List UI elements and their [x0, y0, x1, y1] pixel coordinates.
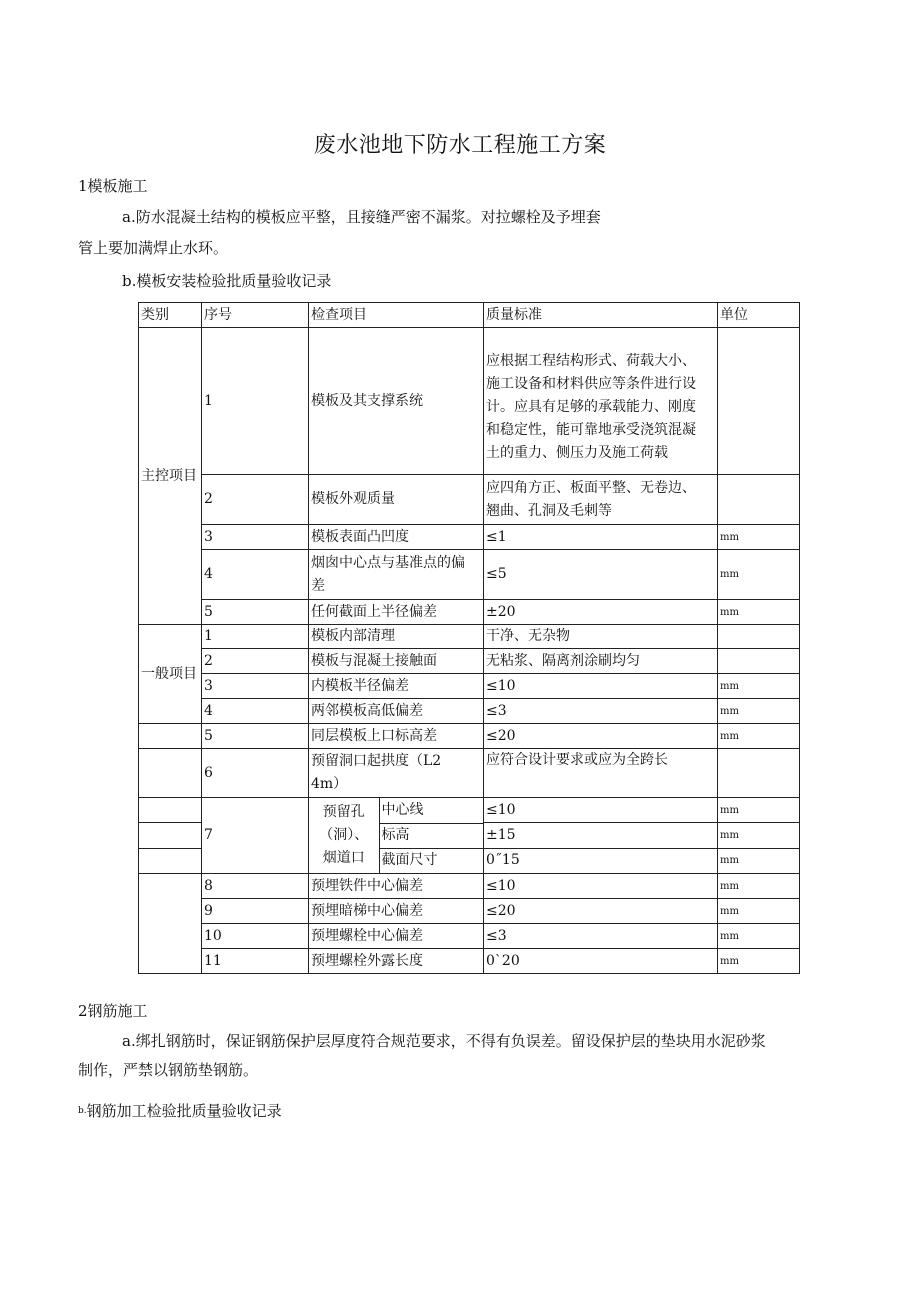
row-standard: ±20 [484, 600, 718, 625]
standard-line: 和稳定性，能可靠地承受浇筑混凝 [486, 421, 696, 438]
row-no: 3 [202, 674, 309, 699]
row-category-empty [139, 874, 202, 974]
row-standard: 干净、无杂物 [484, 625, 718, 649]
row-no: 9 [202, 899, 309, 924]
sub-item: 截面尺寸 [381, 852, 438, 869]
row-no: 1 [202, 328, 309, 475]
row-item: 预埋暗梯中心偏差 [309, 899, 484, 924]
row-standard: ≤20 [484, 724, 718, 749]
standard-line: 应根据工程结构形式、荷载大小、 [486, 352, 696, 369]
table-row [139, 649, 800, 674]
header-unit: 单位 [718, 303, 800, 328]
row-standard: ≤1 [484, 525, 718, 550]
table-row [139, 924, 800, 949]
section-2-para-b [78, 1100, 282, 1122]
header-category: 类别 [139, 303, 202, 328]
row-category-empty [139, 848, 202, 873]
section-1-heading: 1模板施工 [78, 177, 148, 195]
table-row [139, 328, 800, 475]
group-main-control: 主控项目 [139, 328, 202, 625]
table-row [139, 798, 800, 823]
row-unit: mm [718, 949, 800, 974]
table-header-row [139, 303, 800, 328]
page-title: 废水池地下防水工程施工方案 [313, 133, 607, 158]
section-1-para-a-line2: 管上要加满焊止水环。 [78, 239, 229, 257]
row-item [309, 749, 484, 798]
row-no: 4 [202, 699, 309, 724]
table-row [139, 625, 800, 649]
section-1-para-b: b.模板安装检验批质量验收记录 [122, 272, 332, 290]
table-row [139, 525, 800, 550]
row-unit: mm [718, 924, 800, 949]
row-no: 1 [202, 625, 309, 649]
row-item: 模板内部清理 [309, 625, 484, 649]
standard-line: 施工设备和材料供应等条件进行设 [486, 375, 696, 392]
header-standard: 质量标准 [484, 303, 718, 328]
row-no: 2 [202, 649, 309, 674]
row-unit: mm [718, 798, 800, 823]
row-item: 预埋螺栓中心偏差 [309, 924, 484, 949]
row-standard: 0ˋ20 [484, 949, 718, 974]
formwork-inspection-table [138, 302, 800, 974]
row-standard: 应符合设计要求或应为全跨长 [484, 749, 718, 798]
standard-line: 翘曲、孔洞及毛刺等 [486, 502, 612, 519]
row-unit: mm [718, 848, 800, 873]
row-category-empty [139, 823, 202, 848]
row-category-empty [139, 749, 202, 798]
table-row [139, 899, 800, 924]
row-no: 5 [202, 724, 309, 749]
group-line: （洞）、 [319, 827, 369, 843]
standard-line: 计。应具有足够的承载能力、刚度 [486, 398, 696, 415]
header-item: 检查项目 [309, 303, 484, 328]
row-standard: ≤3 [484, 699, 718, 724]
row-unit [718, 749, 800, 798]
table-row [139, 874, 800, 899]
para-b-text: 钢筋加工检验批质量验收记录 [86, 1102, 282, 1120]
section-2-heading: 2钢筋施工 [78, 1002, 148, 1020]
row-no: 11 [202, 949, 309, 974]
row-item: 预埋螺栓外露长度 [309, 949, 484, 974]
row-no: 8 [202, 874, 309, 899]
row-item: 模板及其支撑系统 [309, 328, 484, 475]
row-unit: mm [718, 674, 800, 699]
row-unit [718, 625, 800, 649]
group-general: 一般项目 [139, 625, 202, 724]
table-row [139, 749, 800, 798]
row-standard: ≤3 [484, 924, 718, 949]
table-row [139, 724, 800, 749]
sub-item: 标高 [379, 823, 483, 848]
group-line: 预留孔 [322, 804, 365, 820]
row-unit: mm [718, 899, 800, 924]
row-standard: ≤10 [484, 798, 718, 823]
row-no: 4 [202, 550, 309, 600]
table-row [139, 699, 800, 724]
row-item: 同层模板上口标高差 [309, 724, 484, 749]
row-no: 6 [202, 749, 309, 798]
table-row [139, 674, 800, 699]
row-no: 3 [202, 525, 309, 550]
row-category-empty [139, 798, 202, 823]
item-line: 烟囱中心点与基准点的偏 [311, 554, 465, 571]
section-1-para-a-line1: a.防水混凝土结构的模板应平整，且接缝严密不漏浆。对拉螺栓及予埋套 [122, 208, 601, 226]
row-item: 模板外观质量 [309, 475, 484, 525]
table-row [139, 550, 800, 600]
row-category-empty [139, 724, 202, 749]
row-item-group [309, 798, 484, 874]
group-line: 烟道口 [322, 850, 365, 866]
table-row [139, 949, 800, 974]
item-line: 预留洞口起拱度（L2 [311, 753, 442, 769]
row-item: 任何截面上半径偏差 [309, 600, 484, 625]
header-no: 序号 [202, 303, 309, 328]
row-standard: ≤5 [484, 550, 718, 600]
row-standard [484, 328, 718, 475]
row-no: 7 [202, 798, 309, 874]
row-item: 预埋铁件中心偏差 [309, 874, 484, 899]
section-2-para-a-line1: a.绑扎钢筋时，保证钢筋保护层厚度符合规范要求，不得有负误差。留设保护层的垫块用水泥砂浆 [122, 1032, 766, 1050]
row-item [309, 550, 484, 600]
row-standard: ≤20 [484, 899, 718, 924]
row-unit [718, 475, 800, 525]
row-standard [484, 475, 718, 525]
sub-item: 中心线 [379, 798, 483, 823]
item-line: 差 [311, 577, 325, 594]
standard-line: 土的重力、侧压力及施工荷载 [486, 444, 668, 461]
table-row [139, 475, 800, 525]
row-unit [718, 328, 800, 475]
row-unit: mm [718, 550, 800, 600]
item-line: 4m） [311, 776, 348, 792]
row-standard: ≤10 [484, 874, 718, 899]
row-unit: mm [718, 823, 800, 848]
row-unit: mm [718, 724, 800, 749]
table-row [139, 600, 800, 625]
row-no: 5 [202, 600, 309, 625]
section-2-para-a-line2: 制作，严禁以钢筋垫钢筋。 [78, 1061, 259, 1079]
row-unit: mm [718, 600, 800, 625]
row-item: 模板表面凸凹度 [309, 525, 484, 550]
hole-subtable [309, 798, 483, 873]
row-no: 10 [202, 924, 309, 949]
row-unit: mm [718, 874, 800, 899]
row-unit [718, 649, 800, 674]
row-standard: ≤10 [484, 674, 718, 699]
hole-group-label [309, 798, 379, 873]
row-unit: mm [718, 699, 800, 724]
para-b-marker: b. [78, 1106, 87, 1116]
row-item: 两邻模板高低偏差 [309, 699, 484, 724]
row-item: 模板与混凝土接触面 [309, 649, 484, 674]
row-no: 2 [202, 475, 309, 525]
row-unit: mm [718, 525, 800, 550]
row-standard: 0˝15 [484, 848, 718, 873]
row-item: 内模板半径偏差 [309, 674, 484, 699]
standard-line: 应四角方正、板面平整、无卷边、 [486, 479, 696, 496]
row-standard: 无粘浆、隔离剂涂刷均匀 [484, 649, 718, 674]
row-standard: ±15 [484, 823, 718, 848]
